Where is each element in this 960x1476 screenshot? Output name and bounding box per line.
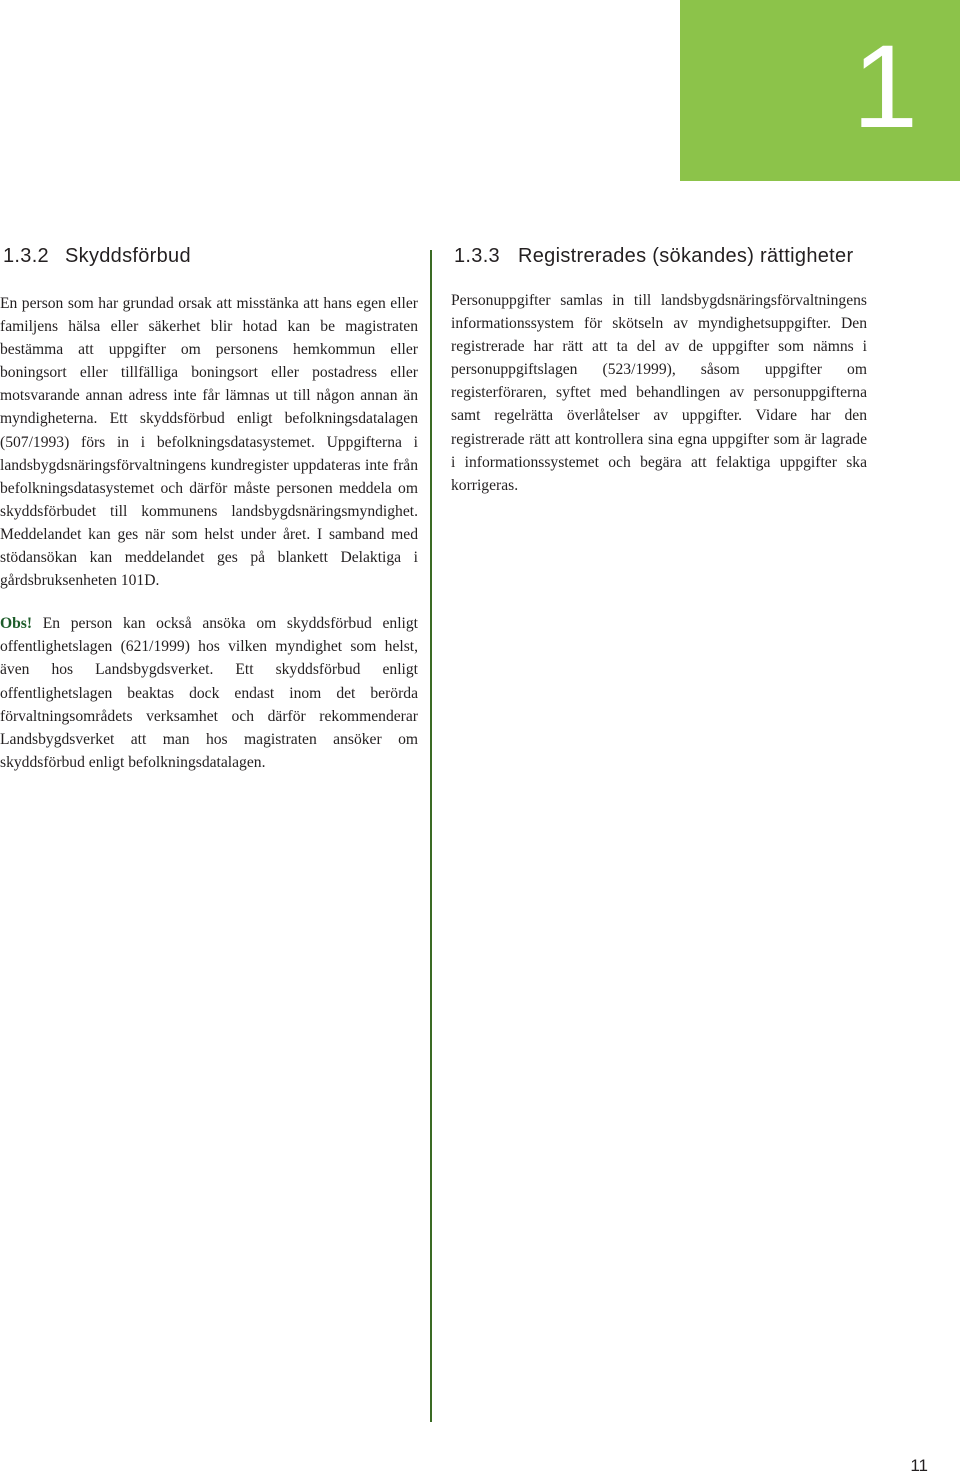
section-heading-rattigheter [454,240,867,268]
obs-text: En person kan också ansöka om skyddsförbud enligt offentlighetslagen (621/1999) hos vilken myndighet som helst, även hos Landsbygdsverket. Ett skyddsförbud enligt offentlighetslagen beaktas dock endast inom det berörda förvaltningsområdets verksamhet och därför rekommenderar Landsbygdsverket att man hos magistraten ansöker om skyddsförbud enligt befolkningsdatalagen. [0,615,418,771]
obs-paragraph [0,612,418,774]
body-paragraph: En person som har grundad orsak att misstänka att hans egen eller familjens hälsa eller säkerhet blir hotad kan be magistraten bestämma att uppgifter om personens hemkommun eller boningsort eller tillfälliga boningsort eller postadress eller motsvarande annan adress inte får lämnas ut till någon annan än myndigheterna. Ett skyddsförbud enligt befolkningsdatalagen (507/1993) förs in i befolkningsdatasystemet. Uppgifterna i landsbygdsnäringsförvaltningens kundregister uppdateras inte från befolkningsdatasystemet och därför måste personen meddela om skyddsförbudet till kommunens landsbygdsnäringsmyndighet. Meddelandet kan ges när som helst under året. I samband med stödansökan kan meddelandet ges på blankett Delaktiga i gårdsbruksenheten 101D. [0,295,418,590]
section-title: Skyddsförbud [65,245,191,267]
right-column [451,240,867,497]
section-heading-skyddsforbud [3,240,418,268]
obs-label: Obs! [0,615,33,633]
chapter-number: 1 [852,21,918,153]
column-divider [430,250,432,1422]
section-number: 1.3.3 [454,245,500,267]
chapter-tab [680,0,960,181]
left-column [0,240,418,774]
section-title: Registrerades (sökandes) rättigheter [518,245,854,267]
body-paragraph: Personuppgifter samlas in till landsbygdsnäringsförvaltningens informationssystem för skötseln av myndighetsuppgifter. Den registrerade har rätt att ta del av de uppgifter som nämns i personuppgiftslagen (523/1999), såsom uppgifter om registerföraren, syftet med behandlingen av personuppgifterna samt regelrätta överlåtelser av uppgifter. Vidare har den registrerade rätt att kontrollera sina egna uppgifter som är lagrade i informationssystemet och begära att felaktiga uppgifter ska korrigeras. [451,292,867,494]
section-number: 1.3.2 [3,245,49,267]
page-number: 11 [910,1456,928,1475]
